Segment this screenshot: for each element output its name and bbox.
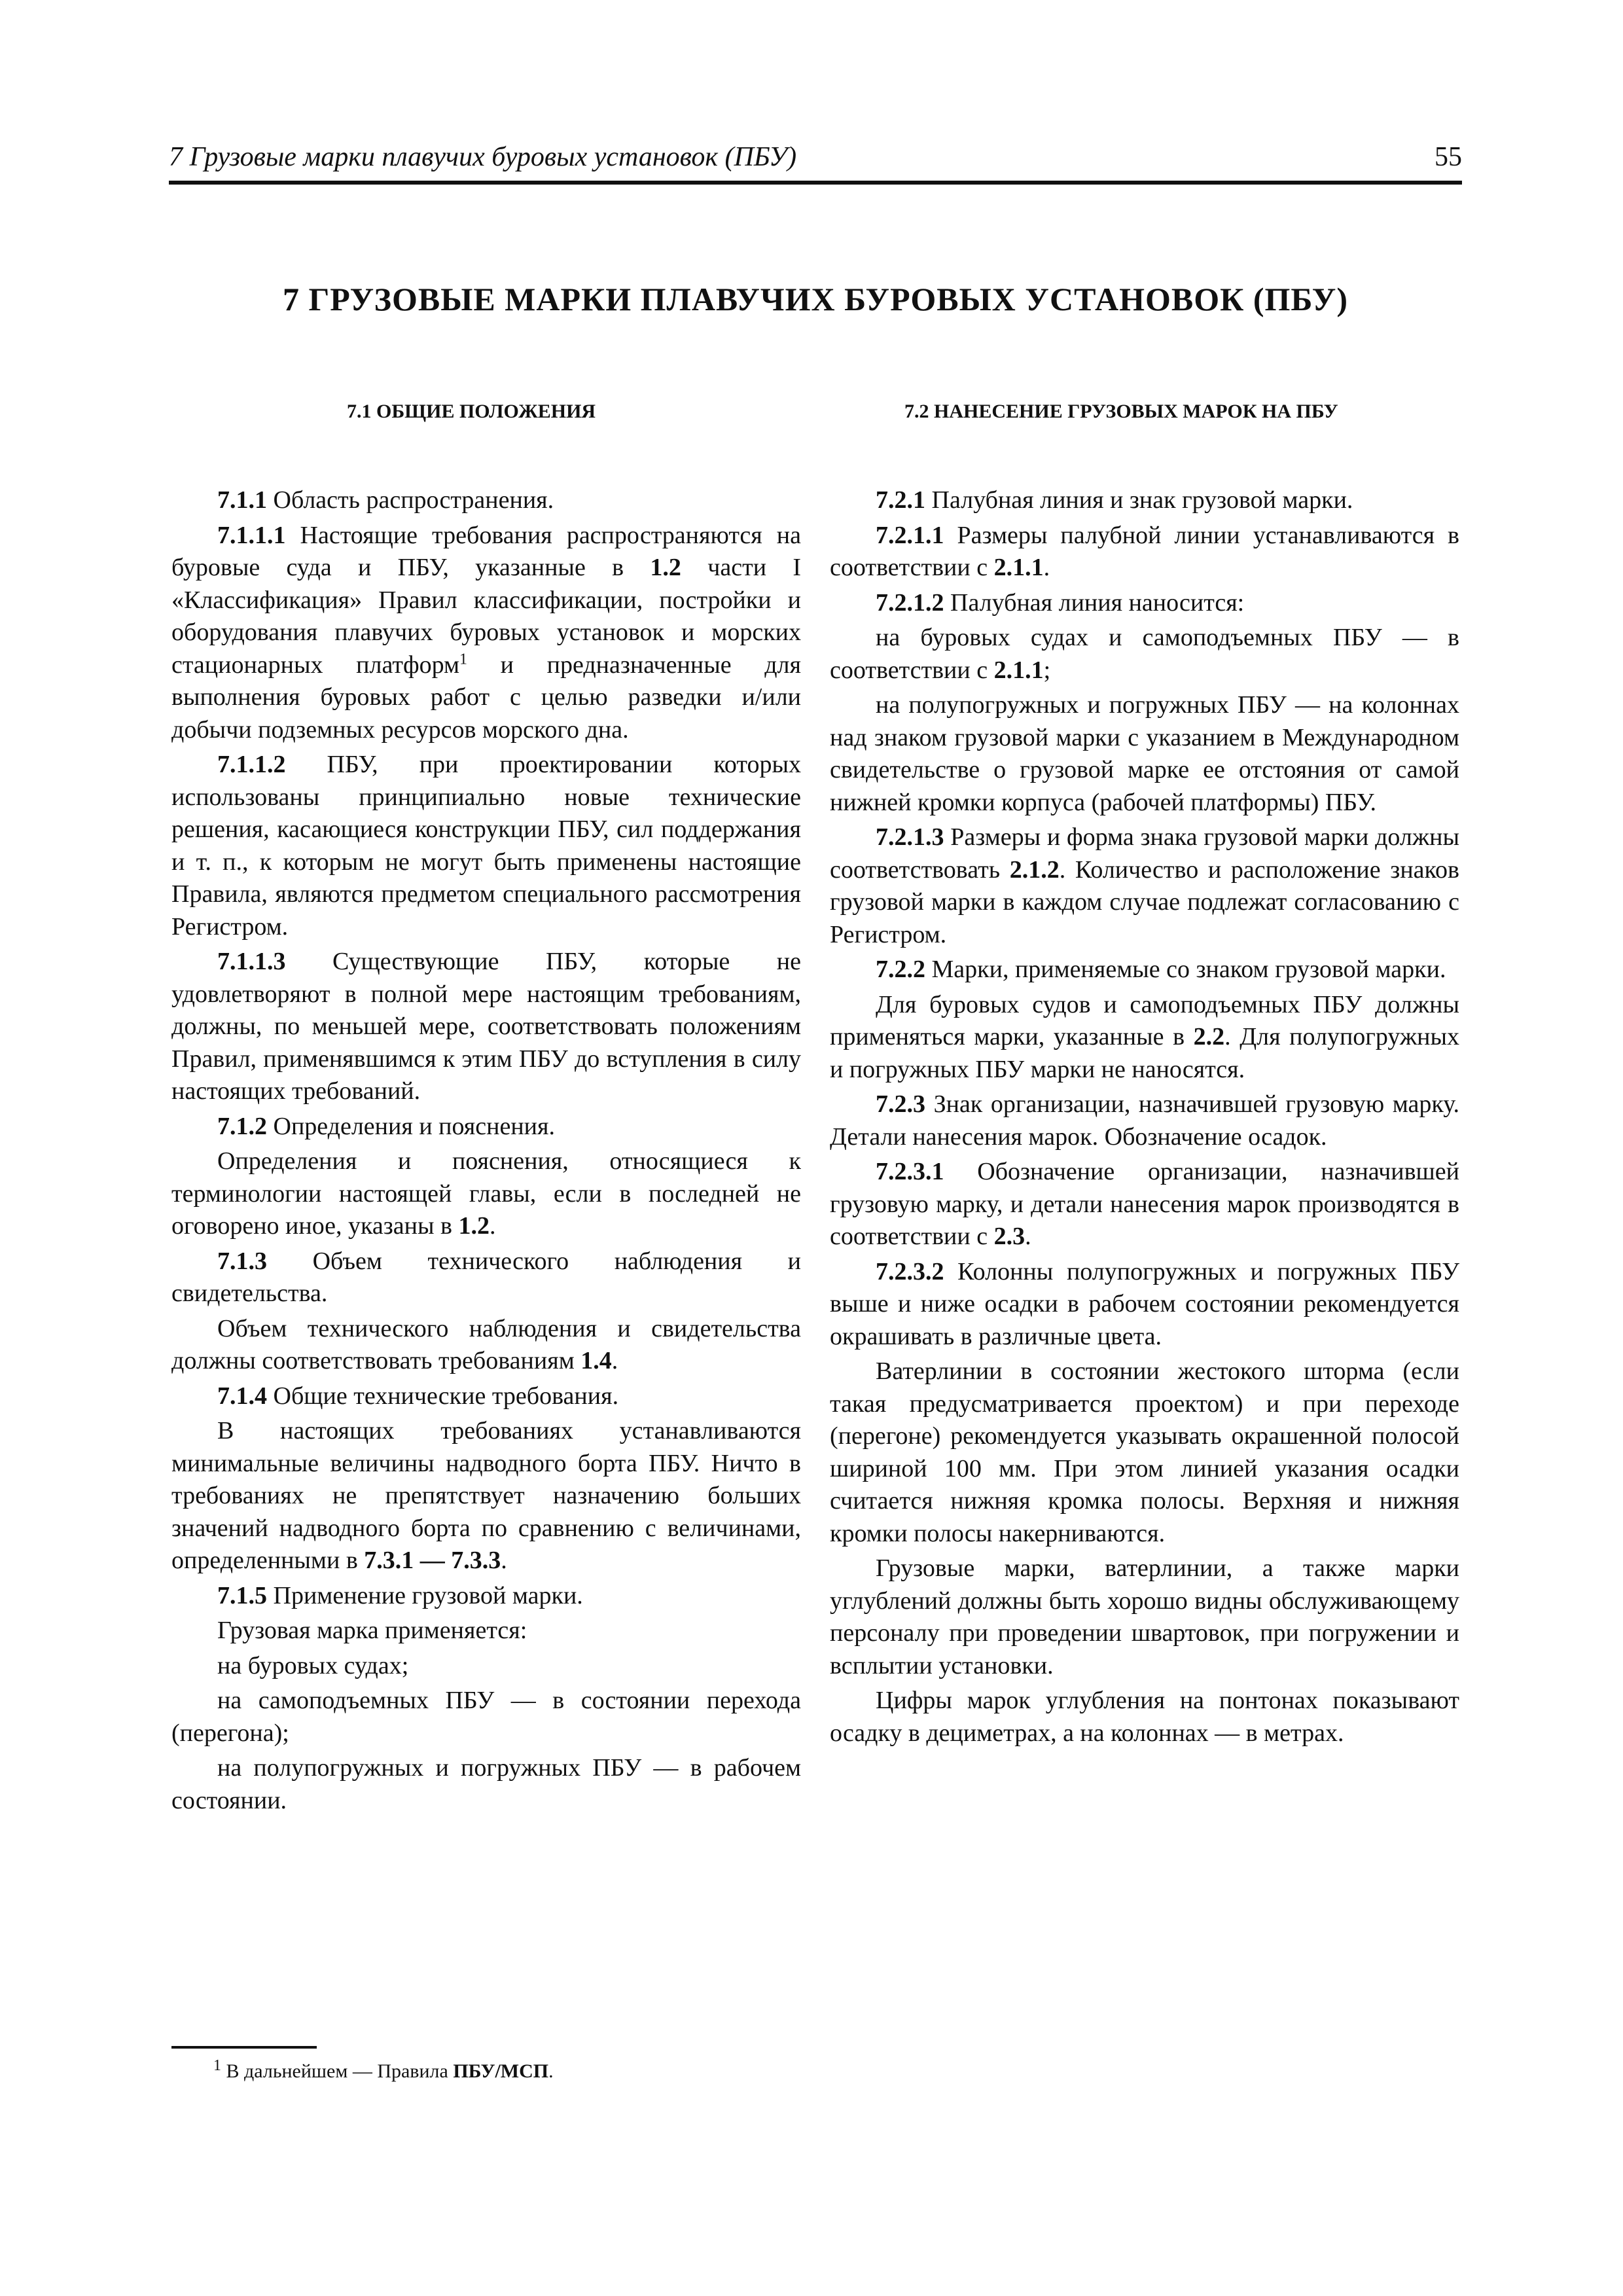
clause-title: Общие технические требования. [267, 1382, 619, 1410]
paragraph: Ватерлинии в состоянии жестокого шторма (если такая предусматривается проектом) и при переходе (перегоне) рекомендуется указывать окрашенной полосой шириной 100 мм. При этом линией указания осадки считается нижняя кромка полосы. Верхняя и нижняя кромки полосы накерниваются. [830, 1357, 1459, 1547]
clause-title: Область распространения. [267, 486, 554, 514]
paragraph-text: Обозначение организации, назначившей грузовую марку, и детали нанесения марок производятся в соответствии с [830, 1158, 1459, 1250]
paragraph-text: В настоящих требованиях устанавливаются минимальные величины надводного борта ПБУ. Ничто в требованиях не препятствует назначению больших значений надводного борта по сравнению с величинами, определенными в [171, 1417, 801, 1574]
clause-title: Применение грузовой марки. [267, 1581, 583, 1609]
paragraph [830, 1088, 1459, 1153]
clause-number: 7.1.1 [217, 486, 267, 514]
paragraph [171, 520, 801, 747]
paragraph [830, 622, 1459, 687]
paragraph-text: . [489, 1212, 496, 1240]
paragraph-text: . [1043, 554, 1050, 581]
paragraph-text: . [1025, 1223, 1031, 1250]
paragraph-text: и предназначенные для выполнения буровых работ с целью разведки и/или добычи подземных ресурсов морского дна. [171, 651, 801, 744]
clause-number: 7.1.5 [217, 1581, 267, 1609]
paragraph [171, 1580, 801, 1613]
footnote-abbreviation: ПБУ/МСП [453, 2060, 549, 2082]
paragraph: Грузовая марка применяется: [217, 1617, 527, 1644]
paragraph [830, 989, 1459, 1086]
section-heading-7-1: 7.1 ОБЩИЕ ПОЛОЖЕНИЯ [347, 401, 596, 422]
clause-number: 7.2.3.2 [876, 1257, 944, 1285]
paragraph-text: части I «Классификация» Правил классификации, постройки и оборудования плавучих буровых установок и морских стационарных платформ [171, 554, 801, 679]
paragraph-text: Палубная линия наносится: [944, 588, 1245, 617]
clause-number: 7.1.2 [217, 1112, 267, 1140]
clause-number: 7.2.1.1 [876, 521, 944, 549]
clause-number: 7.1.1.3 [217, 948, 286, 975]
footnote-text: . [548, 2060, 554, 2082]
clause-number: 7.2.1 [876, 486, 925, 514]
paragraph: Цифры марок углубления на понтонах показывают осадку в дециметрах, а на колоннах — в метрах. [830, 1687, 1459, 1747]
clause-number: 7.2.1.3 [876, 823, 944, 851]
clause-title: Знак организации, назначившей грузовую марку. Детали нанесения марок. Обозначение осадок. [830, 1090, 1459, 1151]
paragraph [830, 1256, 1459, 1354]
paragraph-text: . Для полупогружных и погружных ПБУ марки не наносятся. [830, 1023, 1459, 1083]
clause-title: Определения и пояснения. [267, 1112, 555, 1140]
running-header [169, 139, 1462, 185]
clause-number: 7.2.1.2 [876, 588, 944, 617]
footnote-mark: 1 [213, 2057, 221, 2074]
paragraph [171, 1415, 801, 1577]
paragraph-text: Объем технического наблюдения и свидетельства должны соответствовать требованиям [171, 1314, 801, 1374]
paragraph [171, 946, 801, 1108]
paragraph [171, 1111, 801, 1143]
paragraph [830, 954, 1459, 986]
section-heading-7-2: 7.2 НАНЕСЕНИЕ ГРУЗОВЫХ МАРОК НА ПБУ [904, 401, 1338, 422]
clause-title: Объем технического наблюдения и свидетельства. [171, 1247, 801, 1307]
paragraph [171, 749, 801, 943]
paragraph-text: Существующие ПБУ, которые не удовлетворяют в полной мере настоящим требованиям, должны, по меньшей мере, соответствовать положениям Правил, применявшимся к этим ПБУ до вступления в силу настоящих требований. [171, 948, 801, 1105]
paragraph [171, 1246, 801, 1310]
cross-reference: 1.4 [580, 1347, 612, 1374]
cross-reference: 2.3 [993, 1223, 1026, 1250]
clause-number: 7.2.3 [876, 1090, 925, 1118]
running-title: 7 Грузовые марки плавучих буровых установок (ПБУ) [169, 142, 797, 172]
paragraph-text: ПБУ, при проектировании которых использованы принципиально новые технические решения, касающиеся конструкции ПБУ, сил поддержания и т. п., к которым не могут быть применены настоящие Правила, являются предметом специального рассмотрения Регистром. [171, 751, 801, 941]
clause-number: 7.2.3.1 [876, 1158, 944, 1185]
clause-title: Марки, применяемые со знаком грузовой марки. [925, 956, 1446, 983]
paragraph: на полупогружных и погружных ПБУ — на колоннах над знаком грузовой марки с указанием в Международном свидетельстве о грузовой марке ее отстояния от самой нижней кромки корпуса (рабочей платформы) ПБУ. [830, 691, 1459, 816]
page-number: 55 [1435, 142, 1462, 172]
paragraph-text: ; [1043, 656, 1051, 684]
paragraph-text: . Количество и расположение знаков грузовой марки в каждом случае подлежат согласованию с Регистром. [830, 855, 1459, 948]
footnote-reference: 1 [459, 650, 468, 668]
paragraph [830, 520, 1459, 584]
paragraph-text: Размеры палубной линии устанавливаются в соответствии с [830, 521, 1459, 581]
paragraph: на полупогружных и погружных ПБУ — в рабочем состоянии. [171, 1754, 801, 1814]
paragraph-text: Настоящие требования распространяются на буровые суда и ПБУ, указанные в [171, 521, 801, 581]
footnote-text: В дальнейшем — Правила [221, 2060, 454, 2082]
paragraph: на самоподъемных ПБУ — в состоянии перехода (перегона); [171, 1687, 801, 1747]
left-column [171, 484, 801, 1820]
clause-number: 7.1.1.1 [217, 521, 286, 549]
cross-reference: 2.1.1 [993, 656, 1044, 684]
cross-reference: 1.2 [458, 1212, 490, 1240]
clause-number: 7.2.2 [876, 956, 925, 983]
paragraph [171, 484, 801, 517]
footnote-separator [171, 2046, 317, 2049]
paragraph [830, 821, 1459, 951]
paragraph: на буровых судах; [217, 1651, 409, 1679]
chapter-title: 7 ГРУЗОВЫЕ МАРКИ ПЛАВУЧИХ БУРОВЫХ УСТАНОВОК (ПБУ) [282, 281, 1349, 317]
clause-number: 7.1.1.2 [217, 751, 286, 778]
paragraph [171, 1145, 801, 1243]
right-column [830, 484, 1459, 1752]
paragraph-text: . [501, 1547, 507, 1574]
clause-number: 7.1.4 [217, 1382, 267, 1410]
cross-reference: 7.3.1 — 7.3.3 [364, 1547, 501, 1574]
paragraph [830, 484, 1459, 517]
cross-reference: 2.2 [1193, 1023, 1225, 1050]
paragraph [830, 1156, 1459, 1253]
paragraph: Грузовые марки, ватерлинии, а также марки углублений должны быть хорошо видны обслуживающему персоналу при проведении швартовок, при погружении и всплытии установки. [830, 1554, 1459, 1679]
paragraph-text: . [611, 1347, 618, 1374]
paragraph-text: на буровых судах и самоподъемных ПБУ — в соответствии с [830, 624, 1459, 684]
footnote [213, 2057, 554, 2083]
clause-title: Палубная линия и знак грузовой марки. [925, 486, 1353, 514]
paragraph-text: Размеры и форма знака грузовой марки должны соответствовать [830, 823, 1459, 884]
clause-number: 7.1.3 [217, 1247, 267, 1275]
cross-reference: 1.2 [650, 554, 681, 581]
cross-reference: 2.1.1 [993, 554, 1044, 581]
paragraph [171, 1313, 801, 1378]
paragraph [171, 1380, 801, 1413]
cross-reference: 2.1.2 [1009, 855, 1060, 884]
paragraph-text: Колонны полупогружных и погружных ПБУ выше и ниже осадки в рабочем состоянии рекомендуется окрашивать в различные цвета. [830, 1257, 1459, 1350]
paragraph-text: Определения и пояснения, относящиеся к терминологии настоящей главы, если в последней не оговорено иное, указаны в [171, 1147, 801, 1240]
paragraph-text: Для буровых судов и самоподъемных ПБУ должны применяться марки, указанные в [830, 990, 1459, 1050]
paragraph [830, 587, 1459, 620]
